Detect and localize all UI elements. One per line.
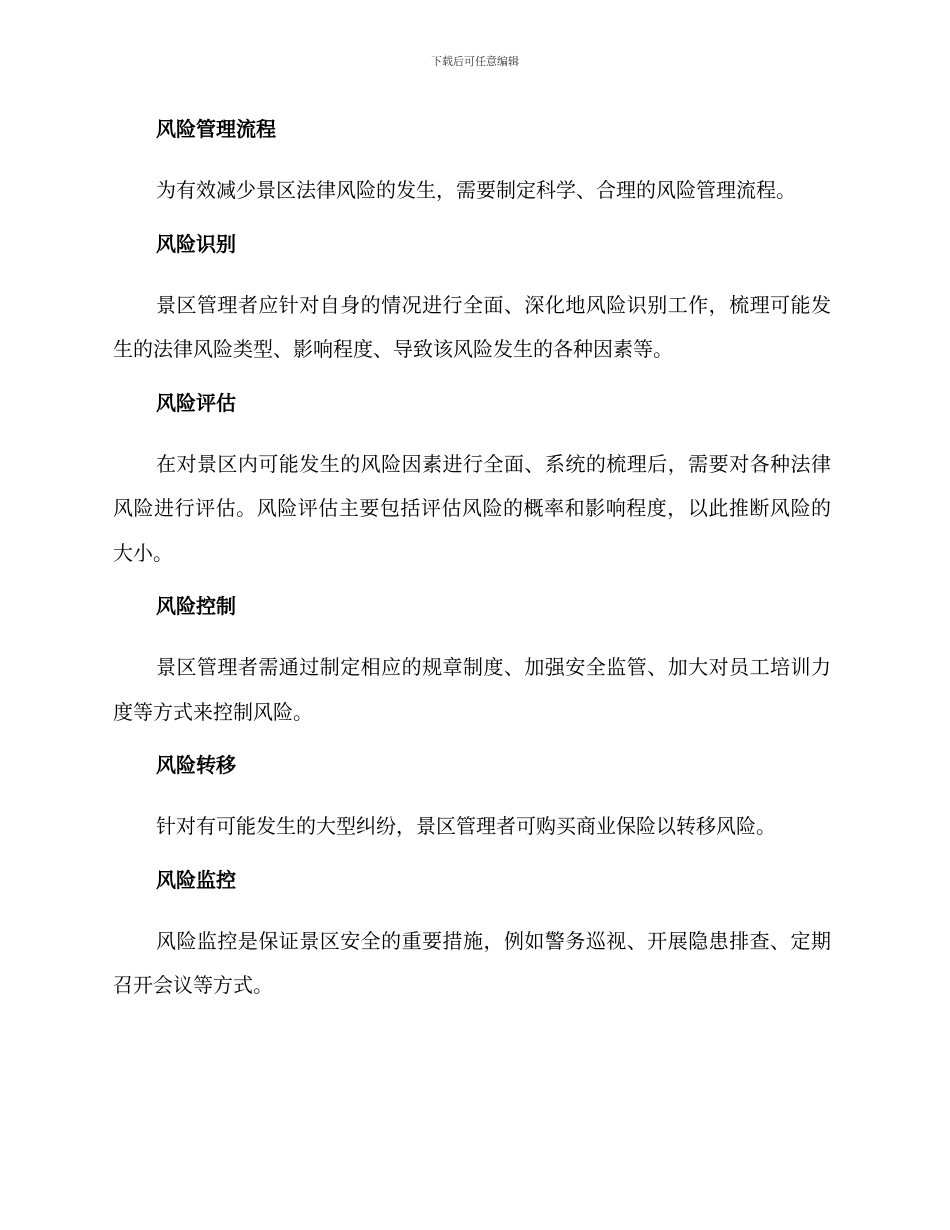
section-heading-risk-identification: 风险识别 — [156, 231, 236, 256]
section-heading-risk-control: 风险控制 — [156, 594, 236, 618]
section-paragraph-risk-assessment: 在对景区内可能发生的风险因素进行全面、系统的梳理后，需要对各种法律风险进行评估。风险评估主要包括评估风险的概率和影响程度，以此推断风险的大小。 — [113, 451, 831, 565]
section-paragraph-risk-monitoring: 风险监控是保证景区安全的重要措施，例如警务巡视、开展隐患排查、定期召开会议等方式。 — [113, 928, 831, 997]
section-paragraph-risk-control: 景区管理者需通过制定相应的规章制度、加强安全监管、加大对员工培训力度等方式来控制风险。 — [113, 655, 831, 724]
section-heading-risk-transfer: 风险转移 — [156, 753, 236, 777]
section-paragraph-risk-identification: 景区管理者应针对自身的情况进行全面、深化地风险识别工作，梳理可能发生的法律风险类型、影响程度、导致该风险发生的各种因素等。 — [113, 292, 831, 361]
section-paragraph-risk-management-process: 为有效减少景区法律风险的发生，需要制定科学、合理的风险管理流程。 — [156, 178, 796, 202]
section-heading-risk-monitoring: 风险监控 — [156, 867, 236, 892]
page-header: 下载后可任意编辑 — [431, 55, 519, 68]
document-body — [113, 110, 831, 1008]
section-heading-risk-management-process: 风险管理流程 — [156, 117, 276, 141]
section-paragraph-risk-transfer: 针对有可能发生的大型纠纷，景区管理者可购买商业保险以转移风险。 — [156, 814, 776, 838]
section-heading-risk-assessment: 风险评估 — [156, 390, 236, 415]
